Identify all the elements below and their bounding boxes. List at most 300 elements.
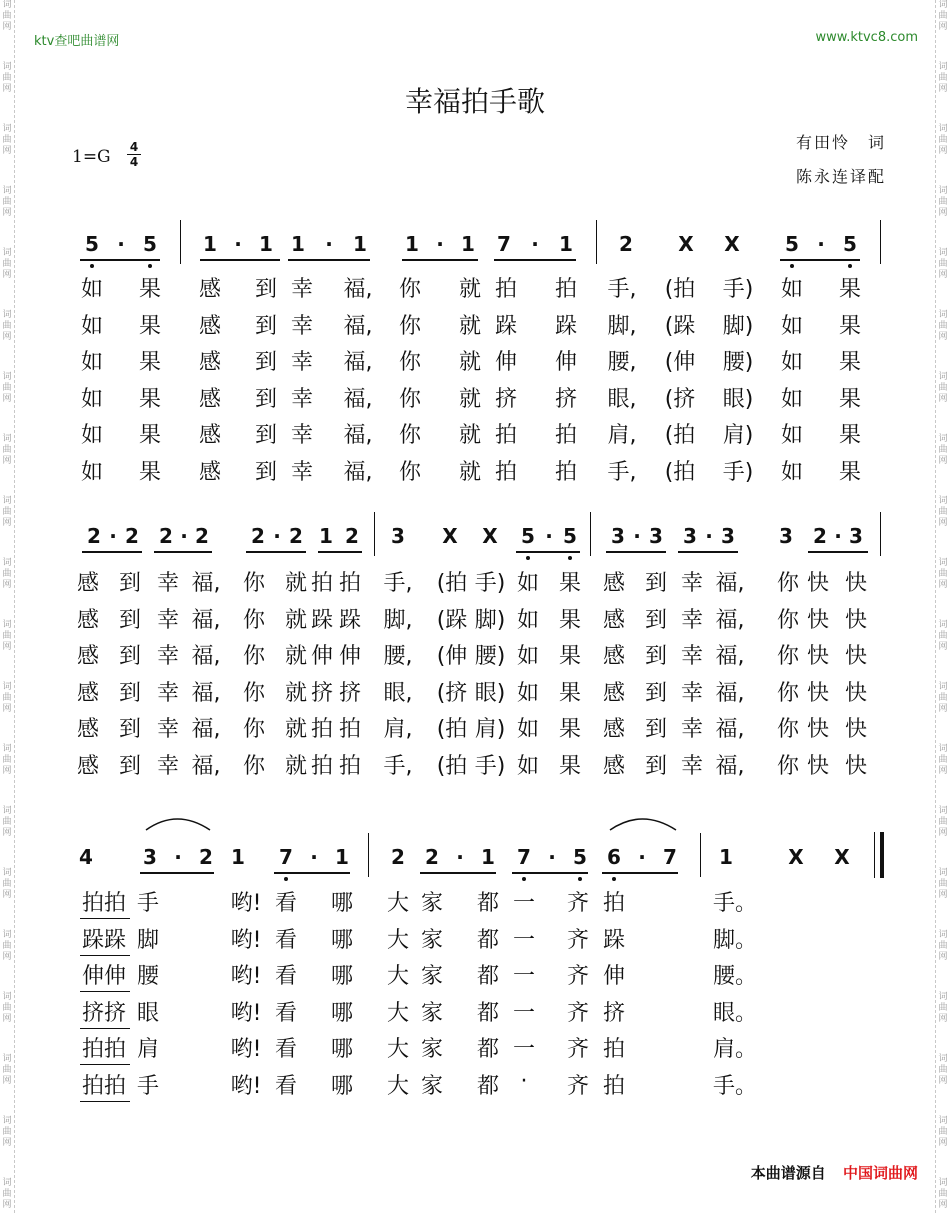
watermark-char: 网 [2, 1138, 12, 1148]
watermark-char: 曲 [2, 383, 12, 393]
lyric: 快 [806, 717, 830, 743]
note: 2 [289, 524, 303, 548]
lyric: 到 [644, 717, 668, 743]
barline [700, 833, 701, 877]
lyric: 福, [343, 313, 373, 339]
beam-underline [606, 551, 666, 553]
watermark-char: 曲 [2, 1003, 12, 1013]
note: 1 [559, 232, 573, 256]
lyric: 福, [343, 460, 373, 485]
barline [596, 220, 597, 264]
augmentation-dot: · [117, 232, 125, 256]
lyric: 哟! [230, 1037, 262, 1063]
lyric: 手, [383, 571, 413, 596]
watermark-char: 曲 [2, 11, 12, 21]
lyric: 跺 [310, 607, 334, 633]
watermark-char: 网 [938, 1200, 948, 1210]
lyric: 到 [254, 277, 278, 302]
watermark-char: 词 [938, 310, 948, 320]
octave-dot-below [148, 264, 152, 268]
lyric: 快 [844, 644, 868, 670]
lyric: 果 [838, 277, 862, 302]
augmentation-dot: · [234, 232, 242, 256]
lyric: 快 [844, 680, 868, 706]
lyric: 果 [138, 313, 162, 339]
watermark-char: 词 [2, 744, 12, 754]
watermark-char: 词 [938, 372, 948, 382]
watermark-char: 网 [2, 456, 12, 466]
watermark-char: 曲 [2, 135, 12, 145]
lyric: 到 [644, 680, 668, 706]
lyric: 哪 [330, 891, 354, 916]
lyric: 感 [602, 607, 626, 633]
watermark-char: 网 [2, 890, 12, 900]
watermark-char: 曲 [2, 1065, 12, 1075]
watermark-char: 词 [938, 186, 948, 196]
lyric: 如 [516, 717, 540, 743]
lyric: 拍 [310, 754, 334, 779]
header-right-site: www.ktvc8.com [815, 30, 918, 45]
watermark-char: 词 [2, 1178, 12, 1188]
beam-underline [274, 872, 350, 874]
lyric-extender [80, 1028, 130, 1029]
lyric: 拍拍 [81, 1074, 127, 1099]
lyric: 家 [420, 964, 444, 990]
lyric: 感 [76, 680, 100, 706]
note: 6 [607, 845, 621, 869]
lyric: 你 [242, 754, 266, 779]
lyric: 伸 [494, 350, 518, 376]
lyric: 腰) [474, 644, 506, 670]
note: 3 [611, 524, 625, 548]
lyric: 挤 [554, 386, 578, 412]
lyric: 你 [398, 460, 422, 485]
lyric: 大 [386, 964, 410, 990]
watermark-char: 曲 [2, 507, 12, 517]
lyric: 感 [76, 717, 100, 743]
lyric: 齐 [566, 964, 590, 990]
lyric: 哟! [230, 964, 262, 990]
beam-underline [780, 259, 860, 261]
note: 7 [497, 232, 511, 256]
lyric: 就 [284, 571, 308, 596]
watermark-char: 网 [938, 332, 948, 342]
lyric: 脚。 [712, 927, 758, 953]
lyric: 到 [254, 460, 278, 485]
watermark-char: 曲 [938, 1189, 948, 1199]
augmentation-dot: · [310, 845, 318, 869]
meter-denominator: 4 [127, 154, 141, 169]
lyric: 手, [607, 460, 637, 485]
watermark-char: 词 [938, 620, 948, 630]
footer [751, 1162, 918, 1183]
watermark-char: 网 [2, 22, 12, 32]
lyric: 腰, [383, 644, 413, 670]
lyric: 感 [602, 680, 626, 706]
lyric: 如 [516, 607, 540, 633]
lyric: 幸 [290, 313, 314, 339]
lyric: 到 [254, 386, 278, 412]
watermark-char: 词 [2, 124, 12, 134]
note: 5 [521, 524, 535, 548]
lyric: 就 [284, 644, 308, 670]
watermark-char: 网 [938, 1076, 948, 1086]
lyric: (跺 [664, 313, 696, 339]
lyric: 伸 [338, 644, 362, 670]
watermark-char: 网 [938, 1138, 948, 1148]
lyric: 手) [722, 460, 754, 485]
lyric: 你 [242, 607, 266, 633]
watermark-char: 词 [2, 434, 12, 444]
lyric: 你 [776, 607, 800, 633]
beam-underline [808, 551, 868, 553]
lyric: (拍 [436, 571, 468, 596]
watermark-char: 词 [2, 310, 12, 320]
watermark-char: 词 [938, 248, 948, 258]
lyric: 都 [476, 1000, 500, 1026]
note: 1 [719, 845, 733, 869]
augmentation-dot: · [633, 524, 641, 548]
lyric-extender [80, 991, 130, 992]
lyric: 就 [458, 350, 482, 376]
lyric: 拍 [554, 423, 578, 449]
watermark-char: 曲 [938, 135, 948, 145]
octave-dot-below [578, 877, 582, 881]
watermark-char: 词 [938, 558, 948, 568]
arranger-credit: 陈永连译配 [795, 167, 886, 186]
lyric: 如 [780, 313, 804, 339]
lyric: 腰 [136, 964, 160, 990]
lyric: 眼, [383, 680, 413, 706]
lyric: 感 [602, 571, 626, 596]
lyric: 果 [838, 386, 862, 412]
watermark-char: 词 [938, 682, 948, 692]
watermark-char: 词 [2, 372, 12, 382]
lyric: 哟! [230, 1000, 262, 1026]
lyric: 手。 [712, 1074, 758, 1099]
watermark-char: 网 [938, 1014, 948, 1024]
watermark-char: 词 [938, 930, 948, 940]
lyric: 幸 [290, 423, 314, 449]
lyric: 跺跺 [81, 927, 127, 953]
lyric: 幸 [156, 607, 180, 633]
lyric: 家 [420, 891, 444, 916]
lyric: 福, [715, 571, 745, 596]
watermark-char: 网 [2, 1200, 12, 1210]
note: 2 [199, 845, 213, 869]
barline [368, 833, 369, 877]
watermark-char: 曲 [938, 755, 948, 765]
watermark-char: 曲 [938, 879, 948, 889]
lyric: 如 [80, 386, 104, 412]
lyric: 快 [844, 754, 868, 779]
lyric: 你 [398, 350, 422, 376]
lyric: 你 [776, 644, 800, 670]
lyric: 一 [512, 1000, 536, 1026]
note: 5 [143, 232, 157, 256]
lyric: 果 [838, 460, 862, 485]
watermark-char: 网 [2, 208, 12, 218]
augmentation-dot: · [817, 232, 825, 256]
lyric: 伸 [602, 964, 626, 990]
lyric: 手 [136, 891, 160, 916]
watermark-char: 网 [2, 1076, 12, 1086]
lyric: 哪 [330, 927, 354, 953]
octave-dot-below [90, 264, 94, 268]
lyric: (拍 [436, 717, 468, 743]
lyric: 感 [198, 350, 222, 376]
lyric: 快 [844, 717, 868, 743]
lyric: 就 [458, 277, 482, 302]
lyric: 如 [780, 386, 804, 412]
lyric: 你 [398, 313, 422, 339]
watermark-char: 词 [938, 1116, 948, 1126]
watermark-char: 网 [2, 766, 12, 776]
watermark-char: 曲 [2, 321, 12, 331]
lyric: 感 [76, 571, 100, 596]
augmentation-dot: · [545, 524, 553, 548]
watermark-char: 词 [2, 1116, 12, 1126]
lyric: 福, [191, 754, 221, 779]
lyric: 就 [458, 423, 482, 449]
lyric: 拍 [494, 423, 518, 449]
note: 3 [143, 845, 157, 869]
watermark-char: 网 [938, 208, 948, 218]
lyric: 手) [474, 571, 506, 596]
lyric: 你 [776, 571, 800, 596]
watermark-char: 曲 [2, 1189, 12, 1199]
watermark-char: 曲 [2, 755, 12, 765]
lyric: 肩) [474, 717, 506, 743]
watermark-char: 曲 [938, 693, 948, 703]
lyric: 果 [558, 607, 582, 633]
watermark-char: 网 [938, 580, 948, 590]
watermark-char: 词 [938, 744, 948, 754]
octave-dot-below [612, 877, 616, 881]
beam-underline [516, 551, 580, 553]
lyric: 哟! [230, 1074, 262, 1099]
lyric: 就 [284, 607, 308, 633]
watermark-char: 网 [938, 146, 948, 156]
header-left-site: ktv查吧曲谱网 [34, 34, 120, 49]
watermark-char: 网 [2, 146, 12, 156]
lyric: 如 [516, 754, 540, 779]
note: 5 [785, 232, 799, 256]
watermark-char: 词 [2, 1054, 12, 1064]
lyric: 伸 [310, 644, 334, 670]
lyric: 感 [198, 386, 222, 412]
watermark-char: 曲 [938, 73, 948, 83]
lyric: 感 [602, 754, 626, 779]
octave-dot-below [526, 556, 530, 560]
note: 2 [813, 524, 827, 548]
watermark-char: 词 [2, 930, 12, 940]
lyric: 齐 [566, 891, 590, 916]
watermark-char: 曲 [938, 1065, 948, 1075]
augmentation-dot: · [325, 232, 333, 256]
watermark-char: 网 [2, 270, 12, 280]
lyric: 快 [806, 607, 830, 633]
watermark-char: 词 [2, 806, 12, 816]
watermark-char: 网 [2, 704, 12, 714]
beam-underline [200, 259, 280, 261]
lyric: 感 [76, 607, 100, 633]
lyric: 到 [254, 313, 278, 339]
lyric: 你 [398, 386, 422, 412]
lyric: 果 [838, 313, 862, 339]
note: 1 [481, 845, 495, 869]
lyric: 手) [474, 754, 506, 779]
lyric: 快 [806, 754, 830, 779]
lyric-extender [80, 1101, 130, 1102]
lyric: 脚, [607, 313, 637, 339]
watermark-char: 词 [938, 1054, 948, 1064]
watermark-char: 词 [2, 248, 12, 258]
watermark-char: 曲 [2, 73, 12, 83]
lyric: 肩, [607, 423, 637, 449]
beam-underline [318, 551, 362, 553]
key-signature: 1=G [72, 147, 111, 167]
lyric: 果 [558, 717, 582, 743]
note: 7 [663, 845, 677, 869]
note: X [834, 845, 850, 869]
lyric: 一 [512, 1037, 536, 1063]
lyric: 肩) [722, 423, 754, 449]
lyric: 果 [558, 644, 582, 670]
song-title: 幸福拍手歌 [404, 85, 545, 118]
lyric: 手) [722, 277, 754, 302]
lyric: 如 [780, 350, 804, 376]
watermark-char: 词 [938, 62, 948, 72]
lyric: 一 [512, 927, 536, 953]
lyric: 果 [138, 423, 162, 449]
lyric: 跺 [554, 313, 578, 339]
lyric: 跺 [602, 927, 626, 953]
lyric: 看 [274, 1074, 298, 1099]
beam-underline [154, 551, 212, 553]
beam-underline [402, 259, 478, 261]
lyricist-credit: 有田怜 词 [795, 133, 886, 152]
lyric: 脚) [722, 313, 754, 339]
lyric: 就 [284, 680, 308, 706]
lyric: 拍 [602, 1074, 626, 1099]
note: 5 [563, 524, 577, 548]
augmentation-dot: · [436, 232, 444, 256]
lyric: 挤 [602, 1000, 626, 1026]
lyric: 感 [198, 313, 222, 339]
note: 2 [87, 524, 101, 548]
lyric: 齐 [566, 1037, 590, 1063]
lyric: 手 [136, 1074, 160, 1099]
watermark-char: 曲 [2, 197, 12, 207]
lyric: 哪 [330, 964, 354, 990]
watermark-char: 网 [938, 22, 948, 32]
lyric: 眼) [722, 386, 754, 412]
lyric: 家 [420, 1000, 444, 1026]
watermark-char: 网 [938, 394, 948, 404]
lyric: 哟! [230, 927, 262, 953]
lyric: 拍拍 [81, 1037, 127, 1063]
beam-underline [288, 259, 370, 261]
lyric: 看 [274, 927, 298, 953]
lyric: 感 [198, 460, 222, 485]
lyric: 你 [776, 680, 800, 706]
watermark-char: 曲 [938, 383, 948, 393]
lyric: 幸 [290, 460, 314, 485]
lyric: 哪 [330, 1000, 354, 1026]
lyric: 哪 [330, 1037, 354, 1063]
lyric-extender [80, 1064, 130, 1065]
watermark-char: 曲 [2, 631, 12, 641]
lyric: 拍 [338, 571, 362, 596]
left-margin-watermark [0, 0, 15, 1213]
watermark-char: 词 [938, 434, 948, 444]
lyric: 感 [198, 277, 222, 302]
lyric: 到 [644, 754, 668, 779]
note: X [788, 845, 804, 869]
lyric: 福, [343, 386, 373, 412]
watermark-char: 词 [2, 496, 12, 506]
watermark-char: 网 [2, 394, 12, 404]
watermark-char: 词 [2, 868, 12, 878]
beam-underline [494, 259, 576, 261]
lyric: (拍 [664, 277, 696, 302]
lyric: 拍 [338, 754, 362, 779]
lyric: 肩 [136, 1037, 160, 1063]
note: 3 [391, 524, 405, 548]
lyric: 看 [274, 891, 298, 916]
watermark-char: 曲 [938, 1127, 948, 1137]
lyric: 果 [138, 386, 162, 412]
watermark-char: 词 [2, 558, 12, 568]
lyric: 家 [420, 1074, 444, 1099]
watermark-char: 曲 [938, 941, 948, 951]
watermark-char: 曲 [2, 693, 12, 703]
lyric: 大 [386, 891, 410, 916]
lyric: 如 [780, 277, 804, 302]
watermark-char: 曲 [2, 879, 12, 889]
watermark-char: 曲 [938, 197, 948, 207]
lyric: 到 [118, 717, 142, 743]
watermark-char: 网 [2, 332, 12, 342]
watermark-char: 词 [2, 682, 12, 692]
lyric: 拍拍 [81, 891, 127, 916]
lyric: 幸 [156, 754, 180, 779]
watermark-char: 曲 [938, 569, 948, 579]
lyric: 齐 [566, 1074, 590, 1099]
lyric: 福, [191, 607, 221, 633]
lyric: 幸 [680, 607, 704, 633]
lyric: 拍 [554, 460, 578, 485]
lyric: (拍 [436, 754, 468, 779]
watermark-char: 网 [2, 580, 12, 590]
lyric-extender [80, 955, 130, 956]
note: 1 [461, 232, 475, 256]
lyric: 就 [458, 313, 482, 339]
watermark-char: 网 [2, 1014, 12, 1024]
lyric: 齐 [566, 1000, 590, 1026]
augmentation-dot: · [456, 845, 464, 869]
lyric: 福, [343, 423, 373, 449]
watermark-char: 网 [938, 270, 948, 280]
lyric: 脚, [383, 607, 413, 633]
lyric: 拍 [494, 460, 518, 485]
lyric: 看 [274, 964, 298, 990]
lyric: 福, [715, 607, 745, 633]
lyric: 果 [138, 460, 162, 485]
lyric: 大 [386, 1074, 410, 1099]
watermark-char: 网 [2, 518, 12, 528]
